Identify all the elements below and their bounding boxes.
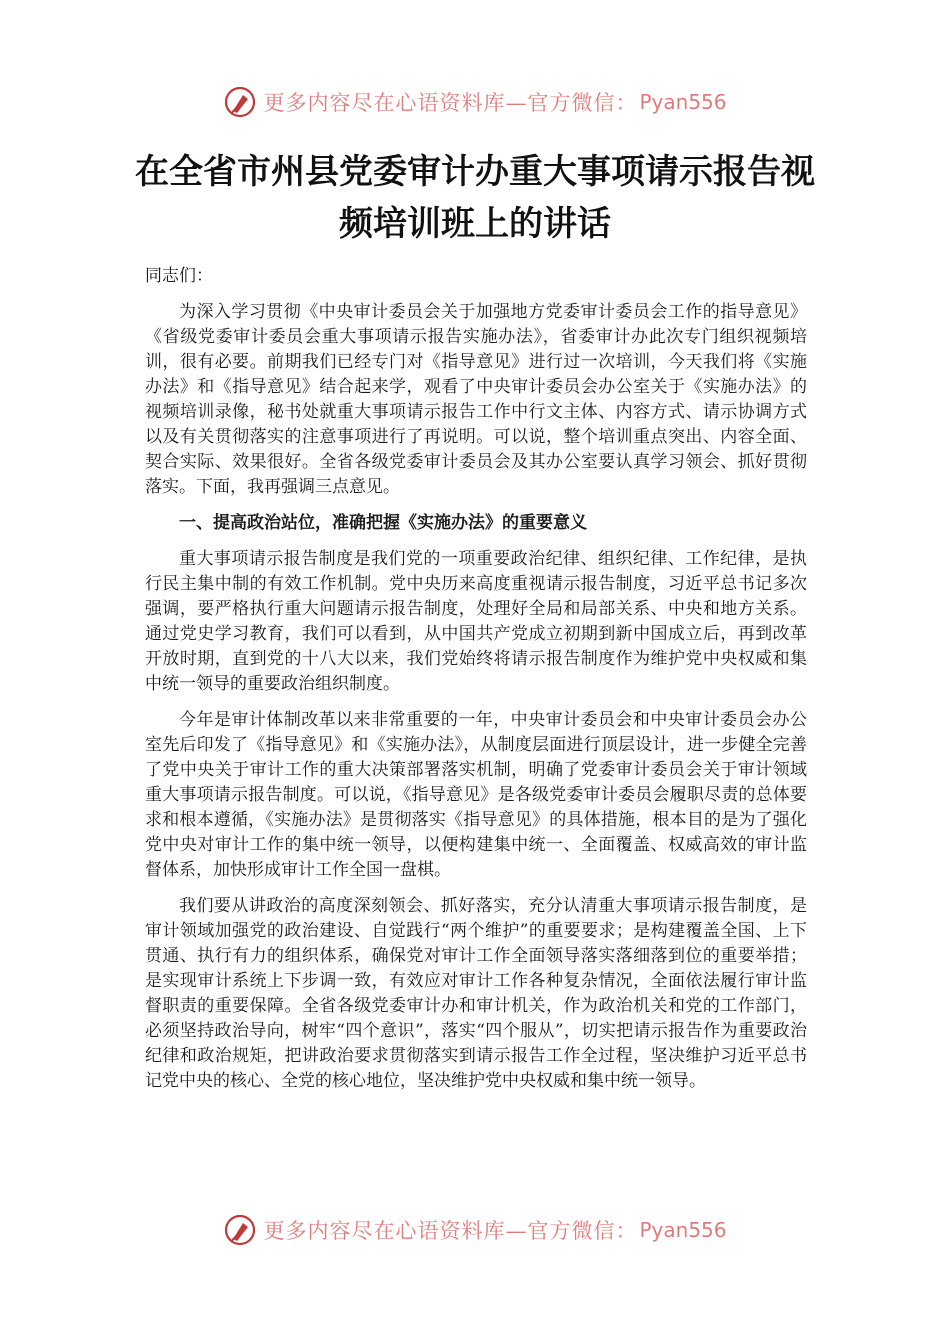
paragraph-2: 今年是审计体制改革以来非常重要的一年，中央审计委员会和中央审计委员会办公室先后印发了《指导意见》和《实施办法》，从制度层面进行顶层设计，进一步健全完善了党中央关于审计工作的重大决策部署落实机制，明确了党委审计委员会关于审计领域重大事项请示报告制度。可以说，《指导意见》是各级党委审计委员会履职尽责的总体要求和根本遵循，《实施办法》是贯彻落实《指导意见》的具体措施，根本目的是为了强化党中央对审计工作的集中统一领导，以便构建集中统一、全面覆盖、权威高效的审计监督体系，加快形成审计工作全国一盘棋。 xyxy=(145,710,807,880)
paragraph-intro: 为深入学习贯彻《中央审计委员会关于加强地方党委审计委员会工作的指导意见》《省级党委审计委员会重大事项请示报告实施办法》，省委审计办此次专门组织视频培训，很有必要。前期我们已经专门对《指导意见》进行过一次培训，今天我们将《实施办法》和《指导意见》结合起来学，观看了中央审计委员会办公室关于《实施办法》的视频培训录像，秘书处就重大事项请示报告工作中行文主体、内容方式、请示协调方式以及有关贯彻落实的注意事项进行了再说明。可以说，整个培训重点突出、内容全面、契合实际、效果很好。全省各级党委审计委员会及其办公室要认真学习领会、抓好贯彻落实。下面，我再强调三点意见。 xyxy=(145,302,807,497)
watermark-wechat-id: Pyan556 xyxy=(639,90,727,114)
pen-nib-logo-icon xyxy=(223,85,257,119)
pen-nib-logo-icon xyxy=(223,1213,257,1247)
watermark-banner-top xyxy=(0,84,950,120)
watermark-banner-bottom xyxy=(0,1212,950,1248)
document-title: 在全省市州县党委审计办重大事项请示报告视频培训班上的讲话 xyxy=(135,152,815,244)
paragraph-1: 重大事项请示报告制度是我们党的一项重要政治纪律、组织纪律、工作纪律，是执行民主集中制的有效工作机制。党中央历来高度重视请示报告制度，习近平总书记多次强调，要严格执行重大问题请示报告制度，处理好全局和局部关系、中央和地方关系。通过党史学习教育，我们可以看到，从中国共产党成立初期到新中国成立后，再到改革开放时期，直到党的十八大以来，我们党始终将请示报告制度作为维护党中央权威和集中统一领导的重要政治组织制度。 xyxy=(145,549,807,694)
watermark-text: 更多内容尽在心语资料库—官方微信： xyxy=(263,91,638,115)
watermark-text: 更多内容尽在心语资料库—官方微信： xyxy=(263,1219,638,1243)
salutation: 同志们： xyxy=(145,266,213,286)
section-heading-1: 一、提高政治站位，准确把握《实施办法》的重要意义 xyxy=(179,513,587,533)
document-body xyxy=(145,264,807,1105)
watermark-wechat-id: Pyan556 xyxy=(639,1218,727,1242)
paragraph-3: 我们要从讲政治的高度深刻领会、抓好落实，充分认清重大事项请示报告制度，是审计领域加强党的政治建设、自觉践行“两个维护”的重要要求；是构建覆盖全国、上下贯通、执行有力的组织体系，确保党对审计工作全面领导落实落细落到位的重要举措；是实现审计系统上下步调一致，有效应对审计工作各种复杂情况，全面依法履行审计监督职责的重要保障。全省各级党委审计办和审计机关，作为政治机关和党的工作部门，必须坚持政治导向，树牢“四个意识”，落实“四个服从”，切实把请示报告作为重要政治纪律和政治规矩，把讲政治要求贯彻落实到请示报告工作全过程，坚决维护习近平总书记党中央的核心、全党的核心地位，坚决维护党中央权威和集中统一领导。 xyxy=(145,896,807,1091)
